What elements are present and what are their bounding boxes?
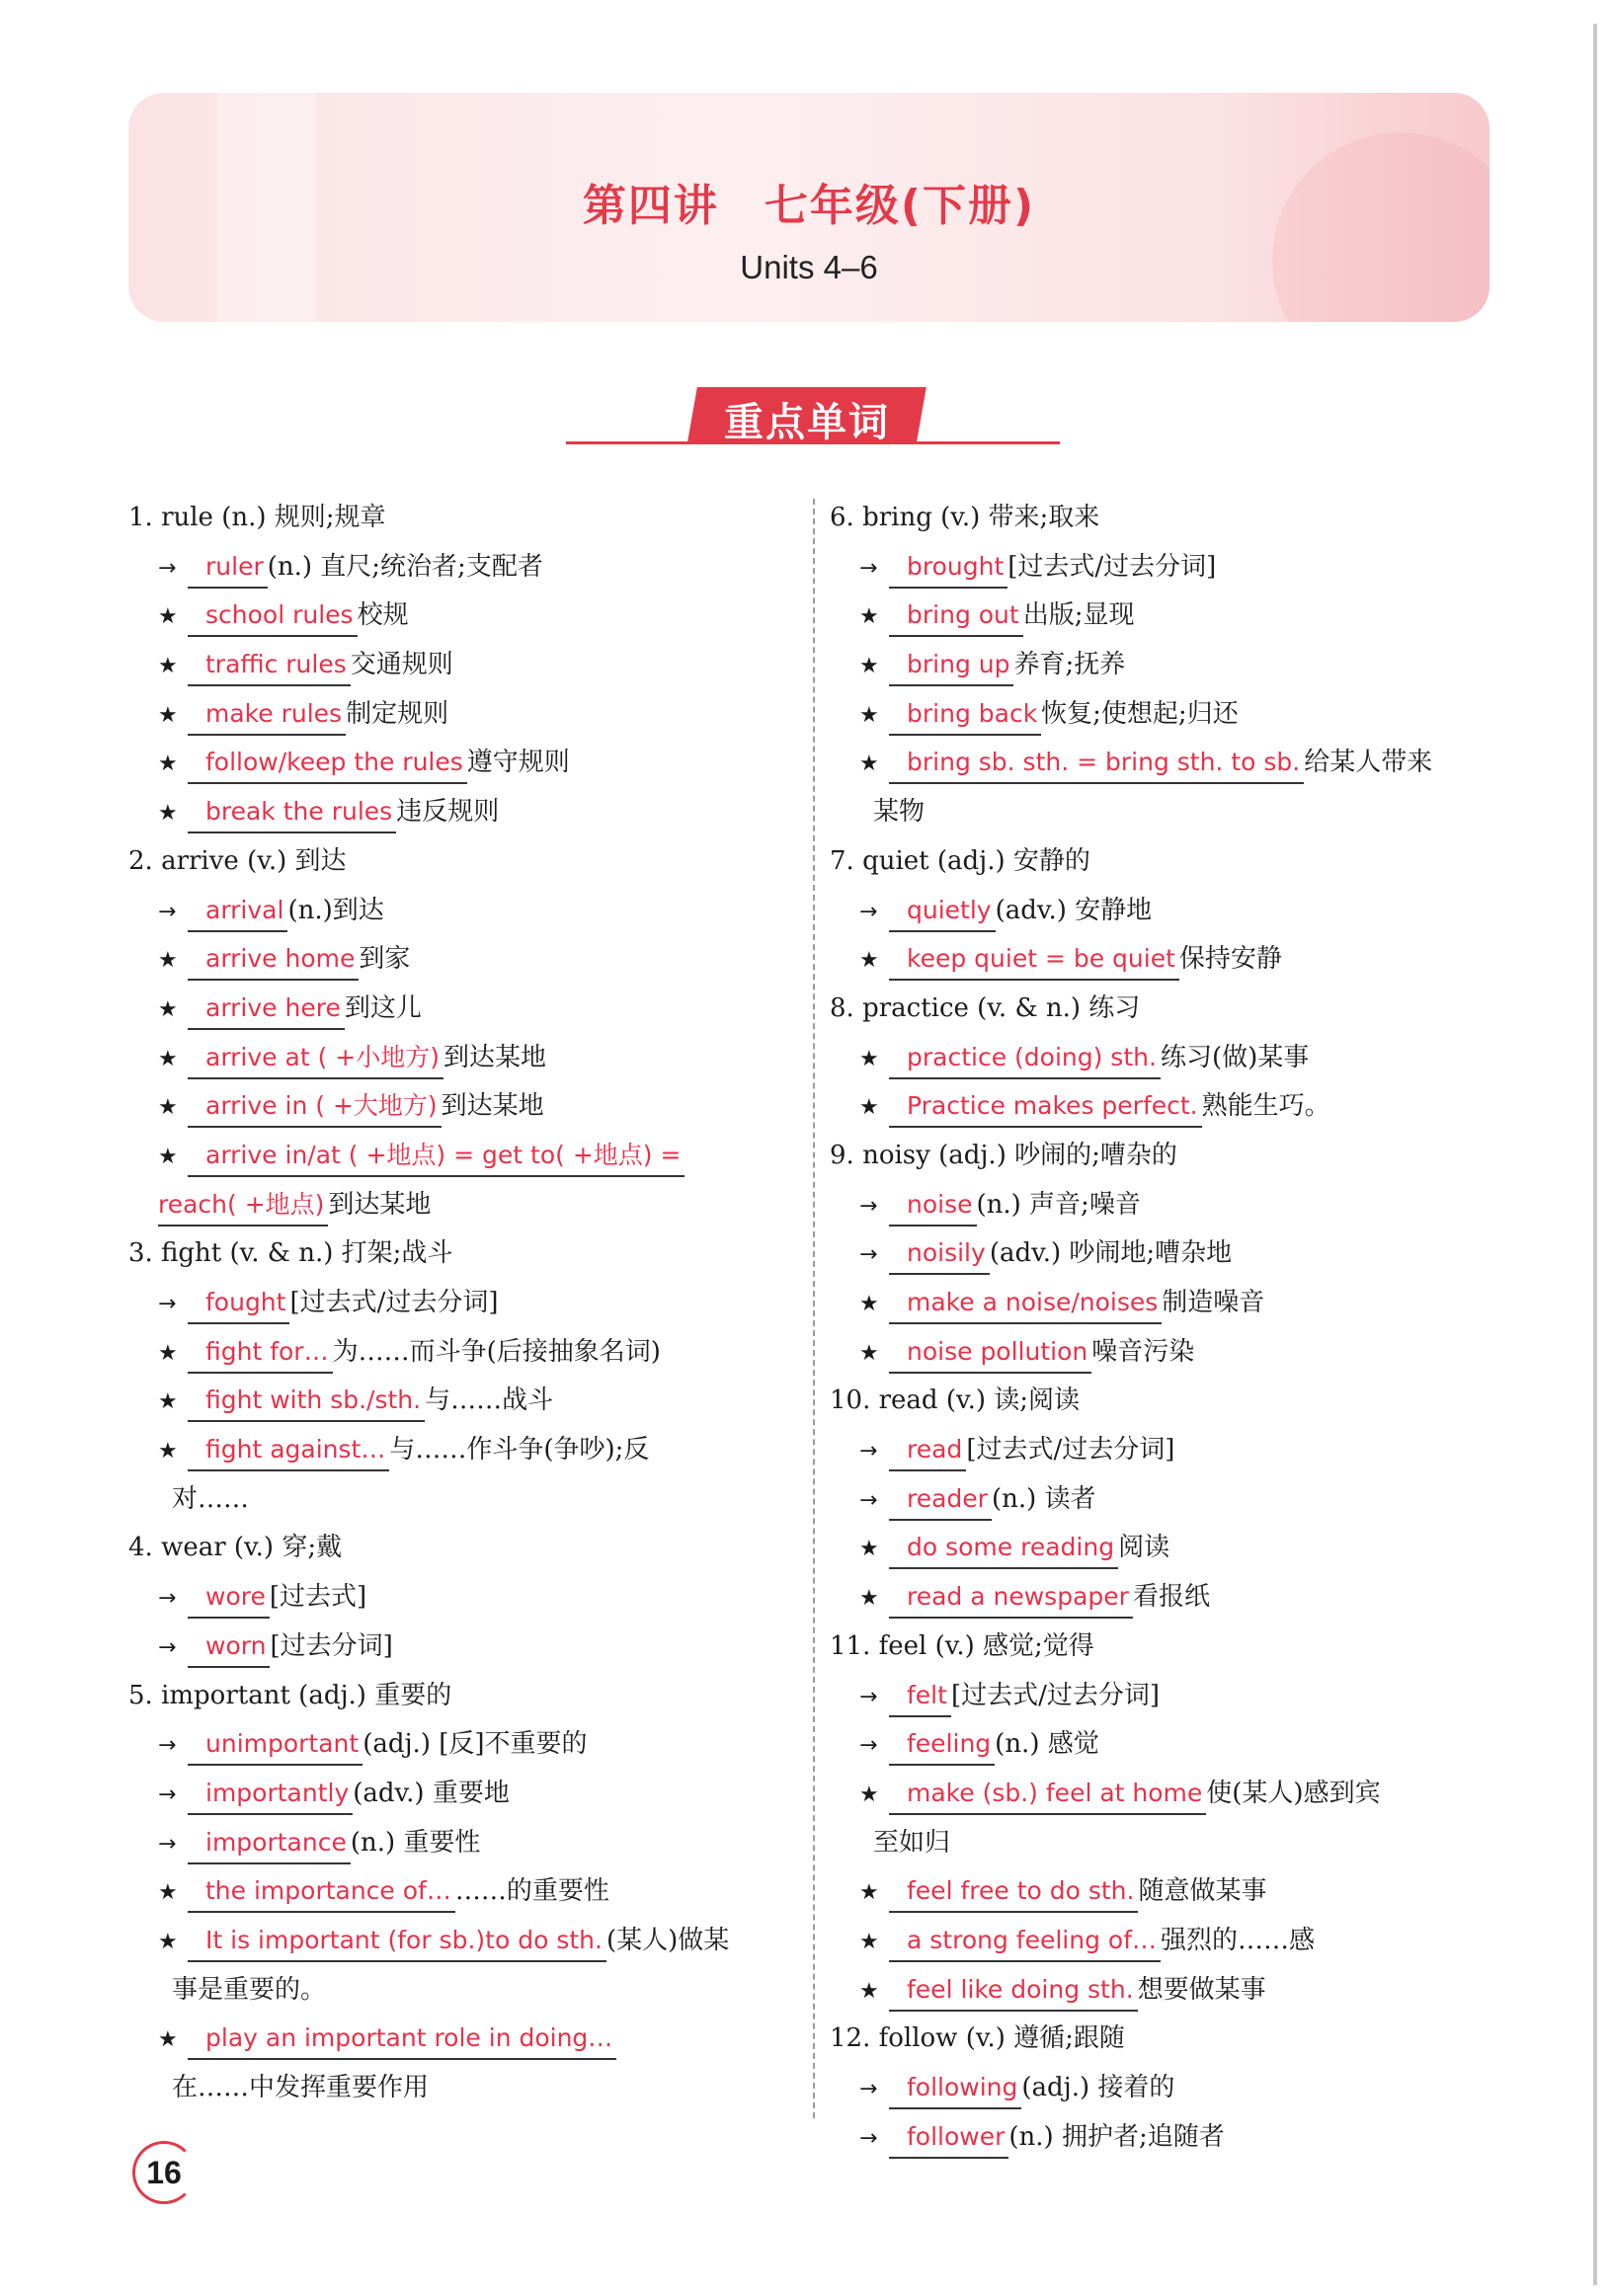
continuation-text-span: 在……中发挥重要作用: [172, 2073, 430, 2102]
gloss-text: (n.) 直尺;统治者;支配者: [267, 551, 543, 582]
entry-heading-text: 1. rule (n.) 规则;规章: [128, 503, 386, 532]
arrow-icon: →: [859, 1439, 878, 1465]
answer-blank: quietly: [889, 891, 996, 932]
star-icon: ★: [859, 1095, 879, 1121]
vocab-item: [128, 1819, 805, 1868]
entry-heading-text: 4. wear (v.) 穿;戴: [128, 1533, 343, 1563]
star-icon: ★: [158, 1439, 178, 1465]
answer-blank: fought: [188, 1283, 289, 1324]
star-icon: ★: [158, 1095, 178, 1121]
continuation-text-span: 事是重要的。: [172, 1974, 327, 2005]
arrow-icon: →: [158, 1733, 177, 1759]
vocab-item: [830, 2113, 1511, 2163]
answer-blank: arrive in/at ( +地点) = get to( +地点) =: [188, 1136, 685, 1177]
entry-heading: [830, 1132, 1511, 1181]
vocab-item: [128, 1082, 805, 1132]
gloss-text: 阅读: [1118, 1533, 1170, 1563]
gloss-text: 噪音污染: [1091, 1336, 1195, 1367]
gloss-text: [过去分词]: [270, 1630, 393, 1661]
answer-blank: arrive at ( +小地方): [188, 1038, 443, 1079]
answer-blank: reach( +地点): [158, 1185, 328, 1227]
answer-blank: traffic rules: [188, 645, 351, 686]
arrow-icon: →: [158, 1586, 177, 1612]
entry-heading-text: 6. bring (v.) 带来;取来: [830, 503, 1100, 532]
star-icon: ★: [158, 948, 178, 974]
answer-blank: noisily: [889, 1233, 990, 1275]
answer-blank: a strong feeling of…: [889, 1921, 1161, 1962]
gloss-text: 交通规则: [350, 650, 453, 680]
entry-heading-text: 8. practice (v. & n.) 练习: [830, 992, 1141, 1023]
arrow-icon: →: [158, 1292, 177, 1316]
gloss-text: (n.) 重要性: [350, 1827, 481, 1858]
gloss-text: 恢复;使想起;归还: [1041, 698, 1239, 729]
vocab-item: [830, 739, 1511, 788]
arrow-icon: →: [859, 2125, 878, 2151]
answer-blank: fight for…: [188, 1332, 333, 1374]
entry-heading-text: 11. feel (v.) 感觉;觉得: [830, 1630, 1094, 1661]
answer-blank: ruler: [188, 547, 268, 589]
gloss-text: (adj.) 接着的: [1021, 2073, 1175, 2102]
vocab-item: [128, 1770, 805, 1819]
answer-blank: fight against…: [188, 1430, 389, 1471]
gloss-text: (n.) 拥护者;追随者: [1008, 2121, 1225, 2152]
vocab-item: [128, 690, 805, 740]
vocab-item: [128, 1034, 805, 1083]
entry-heading: [128, 1524, 805, 1573]
vocab-item: [830, 641, 1511, 690]
vocab-item: [128, 1573, 805, 1623]
gloss-text: 与……作斗争(争吵);反: [389, 1435, 650, 1465]
vocab-item: [830, 1573, 1511, 1623]
gloss-text: ……的重要性: [454, 1876, 609, 1907]
vocab-item: [830, 1672, 1511, 1721]
gloss-text: 到这儿: [344, 992, 422, 1023]
star-icon: ★: [158, 801, 178, 827]
answer-blank: read a newspaper: [889, 1577, 1133, 1619]
entry-heading: [830, 2015, 1511, 2064]
vocab-item: [128, 1720, 805, 1770]
entry-heading-text: 12. follow (v.) 遵循;跟随: [830, 2023, 1125, 2054]
answer-blank: make (sb.) feel at home: [889, 1774, 1206, 1815]
star-icon: ★: [859, 1880, 879, 1906]
vocab-item: [830, 592, 1511, 641]
entry-heading: [830, 1623, 1511, 1672]
continuation-text-span: 至如归: [873, 1827, 951, 1858]
answer-blank: make a noise/noises: [889, 1283, 1162, 1324]
arrow-icon: →: [158, 899, 177, 924]
vocab-item: [128, 1279, 805, 1328]
gloss-text: (n.) 感觉: [995, 1729, 1099, 1760]
gloss-text: [过去式/过去分词]: [950, 1680, 1160, 1710]
vocab-item: [128, 641, 805, 690]
answer-blank: Practice makes perfect.: [889, 1086, 1202, 1128]
chapter-banner: [128, 93, 1490, 322]
gloss-text: 制造噪音: [1162, 1288, 1265, 1317]
gloss-text: 熟能生巧。: [1201, 1091, 1330, 1122]
star-icon: ★: [859, 1978, 879, 2004]
vocab-item: [128, 887, 805, 936]
answer-blank: keep quiet = be quiet: [889, 939, 1179, 981]
star-icon: ★: [158, 2027, 178, 2053]
gloss-text: 使(某人)感到宾: [1206, 1778, 1381, 1808]
arrow-icon: →: [158, 555, 177, 581]
arrow-icon: →: [158, 1831, 177, 1857]
vocab-item: [128, 935, 805, 985]
answer-blank: arrival: [188, 891, 287, 932]
right-column: [830, 494, 1511, 2162]
star-icon: ★: [859, 1929, 879, 1954]
page-edge-line: [1593, 24, 1597, 2285]
entry-heading-text: 7. quiet (adj.) 安静的: [830, 845, 1090, 876]
gloss-text: 随意做某事: [1138, 1876, 1267, 1907]
gloss-text: [过去式]: [269, 1582, 367, 1613]
star-icon: ★: [859, 1292, 879, 1316]
vocab-item: [128, 1132, 805, 1181]
gloss-text: [过去式/过去分词]: [966, 1435, 1175, 1465]
answer-blank: unimportant: [188, 1724, 362, 1766]
gloss-text: (某人)做某: [605, 1925, 730, 1955]
star-icon: ★: [859, 1340, 879, 1366]
gloss-text: 养育;抚养: [1013, 650, 1126, 680]
star-icon: ★: [158, 1046, 178, 1071]
vocab-item: [830, 1082, 1511, 1132]
star-icon: ★: [158, 996, 178, 1022]
star-icon: ★: [158, 1340, 178, 1366]
gloss-text: [过去式/过去分词]: [289, 1288, 499, 1317]
answer-blank: feeling: [889, 1724, 995, 1766]
gloss-text: [过去式/过去分词]: [1007, 551, 1217, 582]
gloss-text: 为……而斗争(后接抽象名词): [332, 1336, 661, 1367]
column-divider: [813, 499, 815, 2118]
continuation-text: [128, 2064, 805, 2113]
entry-heading-text: 2. arrive (v.) 到达: [128, 845, 347, 876]
star-icon: ★: [158, 1144, 178, 1169]
answer-blank: school rules: [188, 595, 358, 637]
gloss-text: (adv.) 吵闹地;嘈杂地: [989, 1238, 1233, 1269]
gloss-text: 与……战斗: [425, 1386, 554, 1416]
answer-blank: make rules: [188, 694, 346, 736]
arrow-icon: →: [859, 1487, 878, 1513]
vocab-item: [830, 1770, 1511, 1819]
gloss-text: 违反规则: [396, 797, 500, 828]
arrow-icon: →: [158, 1781, 177, 1807]
vocab-item: [830, 1917, 1511, 1966]
vocab-item: [830, 1034, 1511, 1083]
vocab-item: [830, 543, 1511, 593]
star-icon: ★: [158, 1880, 178, 1906]
gloss-text: 练习(做)某事: [1160, 1042, 1310, 1072]
chapter-subtitle: Units 4–6: [740, 249, 878, 285]
entry-heading: [830, 1377, 1511, 1426]
star-icon: ★: [859, 1781, 879, 1807]
arrow-icon: →: [859, 899, 878, 924]
gloss-text: 到达某地: [443, 1042, 546, 1072]
answer-blank: play an important role in doing…: [188, 2019, 616, 2060]
answer-blank: the importance of…: [188, 1871, 455, 1913]
star-icon: ★: [859, 702, 879, 728]
answer-blank: fight with sb./sth.: [188, 1381, 425, 1422]
answer-blank: do some reading: [889, 1528, 1118, 1569]
vocab-item: [830, 1966, 1511, 2016]
answer-blank: It is important (for sb.)to do sth.: [188, 1921, 606, 1962]
arrow-icon: →: [859, 1684, 878, 1709]
continuation-text: [128, 1475, 805, 1525]
star-icon: ★: [859, 1537, 879, 1562]
answer-blank: break the rules: [188, 792, 396, 833]
gloss-text: 制定规则: [346, 698, 449, 729]
vocab-item: [830, 1426, 1511, 1475]
vocab-item: [830, 935, 1511, 985]
answer-blank: arrive here: [188, 989, 345, 1030]
vocab-item: [128, 592, 805, 641]
gloss-text: (adv.) 安静地: [995, 895, 1153, 925]
entry-heading: [128, 494, 805, 543]
chapter-title: 第四讲 七年级(下册): [582, 181, 1036, 231]
vocab-item: [128, 985, 805, 1034]
gloss-text: (n.)到达: [287, 895, 384, 925]
continuation-line: [128, 1181, 805, 1230]
star-icon: ★: [859, 948, 879, 974]
vocab-item: [128, 1867, 805, 1917]
star-icon: ★: [859, 604, 879, 630]
gloss-text: 到达某地: [328, 1189, 432, 1220]
gloss-text: 强烈的……感: [1161, 1925, 1316, 1955]
left-column: [128, 494, 805, 2113]
answer-blank: arrive in ( +大地方): [188, 1086, 442, 1128]
star-icon: ★: [859, 752, 879, 777]
vocab-item: [128, 1623, 805, 1672]
vocab-item: [128, 739, 805, 788]
entry-heading-text: 3. fight (v. & n.) 打架;战斗: [128, 1238, 453, 1269]
gloss-text: 出版;显现: [1022, 600, 1135, 631]
answer-blank: following: [889, 2068, 1021, 2109]
continuation-text: [830, 1819, 1511, 1868]
answer-blank: bring sb. sth. = bring sth. to sb.: [889, 743, 1304, 784]
answer-blank: importantly: [188, 1774, 353, 1815]
gloss-text: (n.) 声音;噪音: [976, 1189, 1141, 1220]
arrow-icon: →: [859, 555, 878, 581]
entry-heading-text: 10. read (v.) 读;阅读: [830, 1386, 1081, 1416]
answer-blank: bring back: [889, 694, 1041, 736]
gloss-text: 给某人带来: [1304, 748, 1433, 778]
star-icon: ★: [859, 1586, 879, 1612]
vocab-item: [128, 2015, 805, 2064]
answer-blank: bring out: [889, 595, 1023, 637]
star-icon: ★: [158, 604, 178, 630]
gloss-text: (n.) 读者: [991, 1483, 1096, 1514]
vocab-item: [830, 1475, 1511, 1525]
continuation-text-span: 某物: [873, 797, 926, 828]
vocab-item: [128, 1917, 805, 1966]
entry-heading-text: 9. noisy (adj.) 吵闹的;嘈杂的: [830, 1140, 1177, 1170]
answer-blank: reader: [889, 1479, 992, 1521]
answer-blank: feel free to do sth.: [889, 1871, 1138, 1913]
answer-blank: brought: [889, 547, 1007, 589]
answer-blank: noise: [889, 1185, 977, 1227]
arrow-icon: →: [158, 1634, 177, 1660]
vocab-item: [128, 1377, 805, 1426]
star-icon: ★: [859, 1046, 879, 1071]
star-icon: ★: [158, 702, 178, 728]
star-icon: ★: [158, 752, 178, 777]
vocab-item: [830, 1720, 1511, 1770]
arrow-icon: →: [859, 2077, 878, 2101]
answer-blank: practice (doing) sth.: [889, 1038, 1161, 1079]
vocab-item: [830, 1524, 1511, 1573]
vocab-item: [830, 2064, 1511, 2113]
page-number: 16: [132, 2141, 196, 2204]
vocab-item: [128, 543, 805, 593]
gloss-text: 遵守规则: [466, 748, 570, 778]
arrow-icon: →: [859, 1242, 878, 1268]
star-icon: ★: [859, 654, 879, 679]
arrow-icon: →: [859, 1733, 878, 1759]
gloss-text: 保持安静: [1178, 944, 1282, 975]
gloss-text: 想要做某事: [1137, 1974, 1266, 2005]
gloss-text: 看报纸: [1132, 1582, 1210, 1613]
gloss-text: (adj.) [反]不重要的: [362, 1729, 588, 1760]
vocab-item: [128, 1328, 805, 1378]
star-icon: ★: [158, 654, 178, 679]
entry-heading: [830, 985, 1511, 1034]
answer-blank: importance: [188, 1823, 351, 1864]
answer-blank: follow/keep the rules: [188, 743, 467, 784]
vocab-item: [830, 887, 1511, 936]
vocab-item: [128, 788, 805, 837]
answer-blank: worn: [188, 1626, 270, 1668]
answer-blank: arrive home: [188, 939, 359, 981]
vocab-item: [830, 1279, 1511, 1328]
vocab-item: [128, 1426, 805, 1475]
answer-blank: follower: [889, 2117, 1008, 2159]
star-icon: ★: [158, 1929, 178, 1954]
vocab-item: [830, 1181, 1511, 1230]
answer-blank: bring up: [889, 645, 1013, 686]
entry-heading: [830, 837, 1511, 887]
continuation-text: [830, 788, 1511, 837]
arrow-icon: →: [859, 1193, 878, 1219]
continuation-text-span: 对……: [172, 1483, 250, 1514]
answer-blank: feel like doing sth.: [889, 1970, 1138, 2012]
star-icon: ★: [158, 1389, 178, 1415]
entry-heading-text: 5. important (adj.) 重要的: [128, 1680, 452, 1710]
entry-heading: [128, 837, 805, 887]
answer-blank: read: [889, 1430, 966, 1471]
vocab-item: [830, 1867, 1511, 1917]
answer-blank: noise pollution: [889, 1332, 1091, 1374]
entry-heading: [830, 494, 1511, 543]
gloss-text: 校规: [357, 600, 409, 631]
vocab-item: [830, 1328, 1511, 1378]
answer-blank: wore: [188, 1577, 270, 1619]
section-heading: [566, 387, 1060, 444]
vocab-item: [830, 690, 1511, 740]
gloss-text: (adv.) 重要地: [353, 1778, 510, 1808]
section-heading-text: 重点单词: [724, 400, 890, 445]
gloss-text: 到家: [359, 944, 411, 975]
vocab-item: [830, 1229, 1511, 1279]
entry-heading: [128, 1672, 805, 1721]
entry-heading: [128, 1229, 805, 1279]
gloss-text: 到达某地: [441, 1091, 544, 1122]
continuation-text: [128, 1966, 805, 2016]
answer-blank: felt: [889, 1676, 951, 1717]
